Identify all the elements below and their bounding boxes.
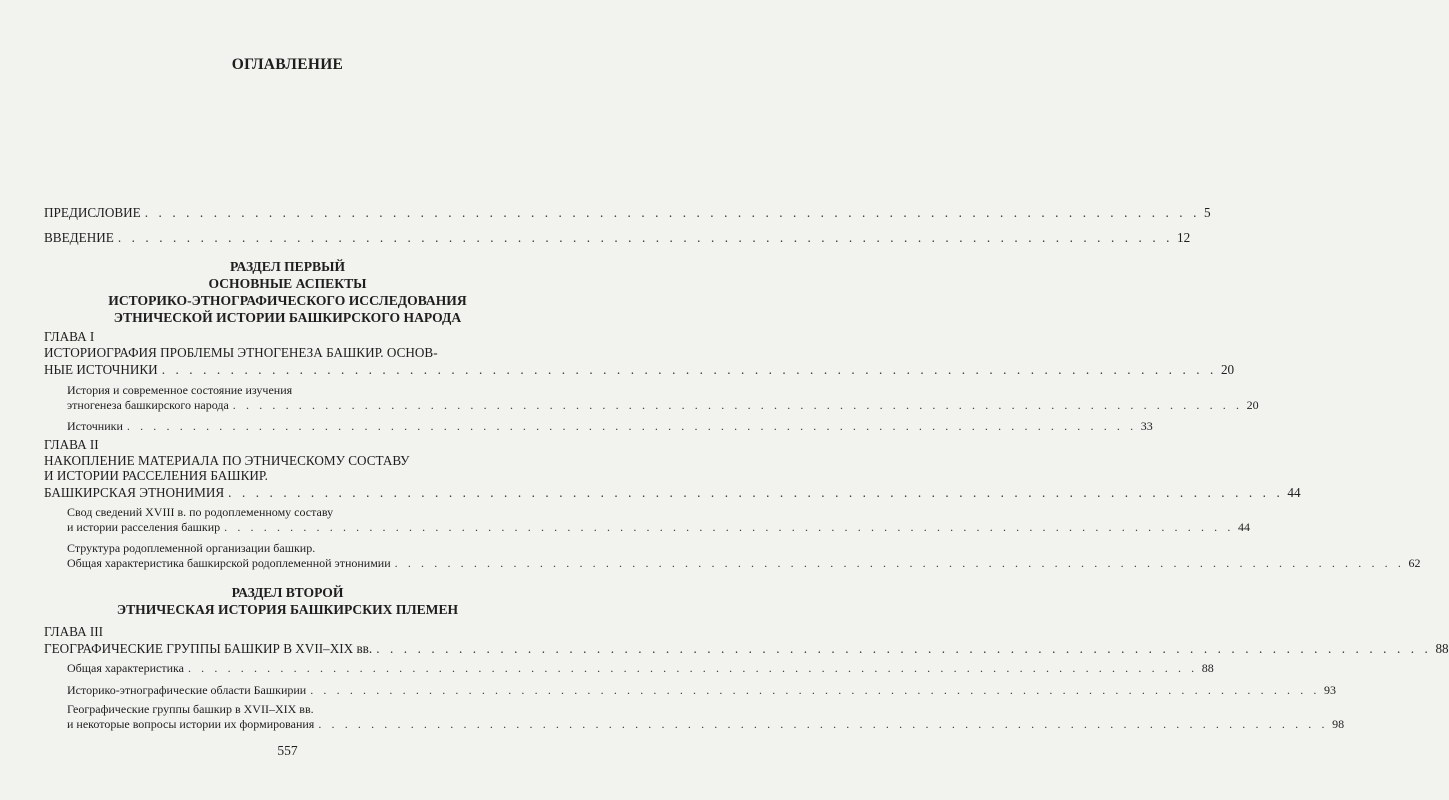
toc-entry-chapter-1[interactable] bbox=[44, 362, 1235, 377]
subsection-title: Общая характеристика bbox=[67, 661, 184, 675]
part-one-heading bbox=[0, 258, 575, 326]
chapter-3-heading bbox=[44, 624, 103, 640]
toc-entry-label: ПРЕДИСЛОВИЕ bbox=[44, 205, 141, 220]
part-heading-line: РАЗДЕЛ ВТОРОЙ bbox=[231, 585, 344, 600]
toc-page-number: 12 bbox=[1177, 230, 1191, 245]
subsection-title-line: Структура родоплеменной организации башкир. bbox=[67, 541, 316, 555]
chapter-title-line: НАКОПЛЕНИЕ МАТЕРИАЛА ПО ЭТНИЧЕСКОМУ СОСТАВУ bbox=[44, 452, 410, 468]
toc-entry-label: ВВЕДЕНИЕ bbox=[44, 230, 114, 245]
toc-entry-chapter-2[interactable] bbox=[44, 485, 1301, 500]
toc-entry-3-3[interactable] bbox=[67, 717, 1345, 732]
dot-leader: . . . . . . . . . . . . . . . . . . . . . . . . . . . . . . . . . . . . . . . . . . . . . . . . . . . . . . . . . . . . . . . . . . . . . . . . . . . . . bbox=[161, 362, 1217, 377]
chapter-2-heading bbox=[44, 437, 410, 484]
toc-entry-3-2[interactable] bbox=[67, 683, 1337, 698]
chapter-number: ГЛАВА II bbox=[44, 437, 99, 452]
chapter-title-line: ИСТОРИОГРАФИЯ ПРОБЛЕМЫ ЭТНОГЕНЕЗА БАШКИР. ОСНОВ- bbox=[44, 344, 438, 360]
subsection-title-line: и некоторые вопросы истории их формирования bbox=[67, 717, 315, 731]
chapter-title-line: И ИСТОРИИ РАССЕЛЕНИЯ БАШКИР. bbox=[44, 468, 268, 483]
dot-leader: . . . . . . . . . . . . . . . . . . . . . . . . . . . . . . . . . . . . . . . . . . . . . . . . . . . . . . . . . . . . . . . . . . . . . . . . . . . . . bbox=[187, 661, 1198, 675]
subsection-title-line: Свод сведений XVIII в. по родоплеменному составу bbox=[67, 505, 334, 519]
dot-leader: . . . . . . . . . . . . . . . . . . . . . . . . . . . . . . . . . . . . . . . . . . . . . . . . . . . . . . . . . . . . . . . . . . . . . . . . . . . . . bbox=[376, 641, 1432, 656]
chapter-number: ГЛАВА III bbox=[44, 624, 104, 639]
subsection-title: Историко-этнографические области Башкирии bbox=[67, 683, 307, 697]
chapter-title-line: БАШКИРСКАЯ ЭТНОНИМИЯ bbox=[44, 485, 225, 500]
page-title: ОГЛАВЛЕНИЕ bbox=[231, 56, 344, 73]
part-heading-line: ОСНОВНЫЕ АСПЕКТЫ bbox=[208, 276, 367, 291]
part-two-heading bbox=[0, 584, 575, 618]
subsection-title-line: Географические группы башкир в XVII–XIX вв. bbox=[67, 702, 314, 716]
toc-page-number: 44 bbox=[1237, 520, 1250, 534]
dot-leader: . . . . . . . . . . . . . . . . . . . . . . . . . . . . . . . . . . . . . . . . . . . . . . . . . . . . . . . . . . . . . . . . . . . . . . . . . . . . . bbox=[126, 419, 1137, 433]
toc-entry-preface[interactable] bbox=[44, 205, 1211, 220]
toc-entry-2-1[interactable] bbox=[67, 520, 1250, 535]
toc-page-number: 88 bbox=[1435, 641, 1449, 656]
part-heading-line: ИСТОРИКО-ЭТНОГРАФИЧЕСКОГО ИССЛЕДОВАНИЯ bbox=[108, 293, 467, 308]
subsection-title-line: Общая характеристика башкирской родоплеменной этнонимии bbox=[67, 556, 391, 570]
dot-leader: . . . . . . . . . . . . . . . . . . . . . . . . . . . . . . . . . . . . . . . . . . . . . . . . . . . . . . . . . . . . . . . . . . . . . . . . . . . . . bbox=[394, 556, 1405, 570]
dot-leader: . . . . . . . . . . . . . . . . . . . . . . . . . . . . . . . . . . . . . . . . . . . . . . . . . . . . . . . . . . . . . . . . . . . . . . . . . . . . . bbox=[232, 398, 1243, 412]
part-heading-line: ЭТНИЧЕСКАЯ ИСТОРИЯ БАШКИРСКИХ ПЛЕМЕН bbox=[116, 602, 459, 617]
toc-page-number: 44 bbox=[1287, 485, 1301, 500]
toc-page-number: 20 bbox=[1220, 362, 1235, 377]
toc-entry-introduction[interactable] bbox=[44, 230, 1191, 245]
toc-page-number: 62 bbox=[1408, 556, 1421, 570]
toc-page-number: 88 bbox=[1201, 661, 1214, 675]
toc-entry-3-1[interactable] bbox=[67, 661, 1214, 676]
toc-page-number: 20 bbox=[1246, 398, 1259, 412]
dot-leader: . . . . . . . . . . . . . . . . . . . . . . . . . . . . . . . . . . . . . . . . . . . . . . . . . . . . . . . . . . . . . . . . . . . . . . . . . . . . . bbox=[117, 230, 1174, 245]
dot-leader: . . . . . . . . . . . . . . . . . . . . . . . . . . . . . . . . . . . . . . . . . . . . . . . . . . . . . . . . . . . . . . . . . . . . . . . . . . . . . bbox=[144, 205, 1200, 220]
page-number: 557 bbox=[277, 743, 298, 758]
chapter-number: ГЛАВА I bbox=[44, 329, 95, 344]
chapter-1-heading bbox=[44, 329, 438, 360]
toc-page-number: 93 bbox=[1324, 683, 1337, 697]
part-heading-line: РАЗДЕЛ ПЕРВЫЙ bbox=[229, 259, 346, 274]
subsection-title-line: и истории расселения башкир bbox=[67, 520, 221, 534]
subsection-title-line: этногенеза башкирского народа bbox=[67, 398, 229, 412]
toc-page-number: 5 bbox=[1203, 205, 1211, 220]
toc-entry-chapter-3[interactable] bbox=[44, 641, 1449, 656]
dot-leader: . . . . . . . . . . . . . . . . . . . . . . . . . . . . . . . . . . . . . . . . . . . . . . . . . . . . . . . . . . . . . . . . . . . . . . . . . . . . . bbox=[310, 683, 1321, 697]
toc-page-number: 33 bbox=[1140, 419, 1153, 433]
toc-entry-2-2[interactable] bbox=[67, 556, 1421, 571]
toc-entry-1-2[interactable] bbox=[67, 419, 1153, 434]
subsection-title: Источники bbox=[67, 419, 123, 433]
dot-leader: . . . . . . . . . . . . . . . . . . . . . . . . . . . . . . . . . . . . . . . . . . . . . . . . . . . . . . . . . . . . . . . . . . . . . . . . . . . . . bbox=[224, 520, 1234, 534]
toc-entry-1-1[interactable] bbox=[67, 398, 1259, 413]
toc-page-number: 98 bbox=[1332, 717, 1345, 731]
chapter-title-line: ГЕОГРАФИЧЕСКИЕ ГРУППЫ БАШКИР В XVII–XIX вв. bbox=[44, 641, 373, 656]
chapter-title-line: НЫЕ ИСТОЧНИКИ bbox=[44, 362, 158, 377]
subsection-title-line: История и современное состояние изучения bbox=[67, 383, 293, 397]
dot-leader: . . . . . . . . . . . . . . . . . . . . . . . . . . . . . . . . . . . . . . . . . . . . . . . . . . . . . . . . . . . . . . . . . . . . . . . . . . . . . bbox=[318, 717, 1329, 731]
dot-leader: . . . . . . . . . . . . . . . . . . . . . . . . . . . . . . . . . . . . . . . . . . . . . . . . . . . . . . . . . . . . . . . . . . . . . . . . . . . . . bbox=[228, 485, 1284, 500]
part-heading-line: ЭТНИЧЕСКОЙ ИСТОРИИ БАШКИРСКОГО НАРОДА bbox=[113, 310, 462, 325]
